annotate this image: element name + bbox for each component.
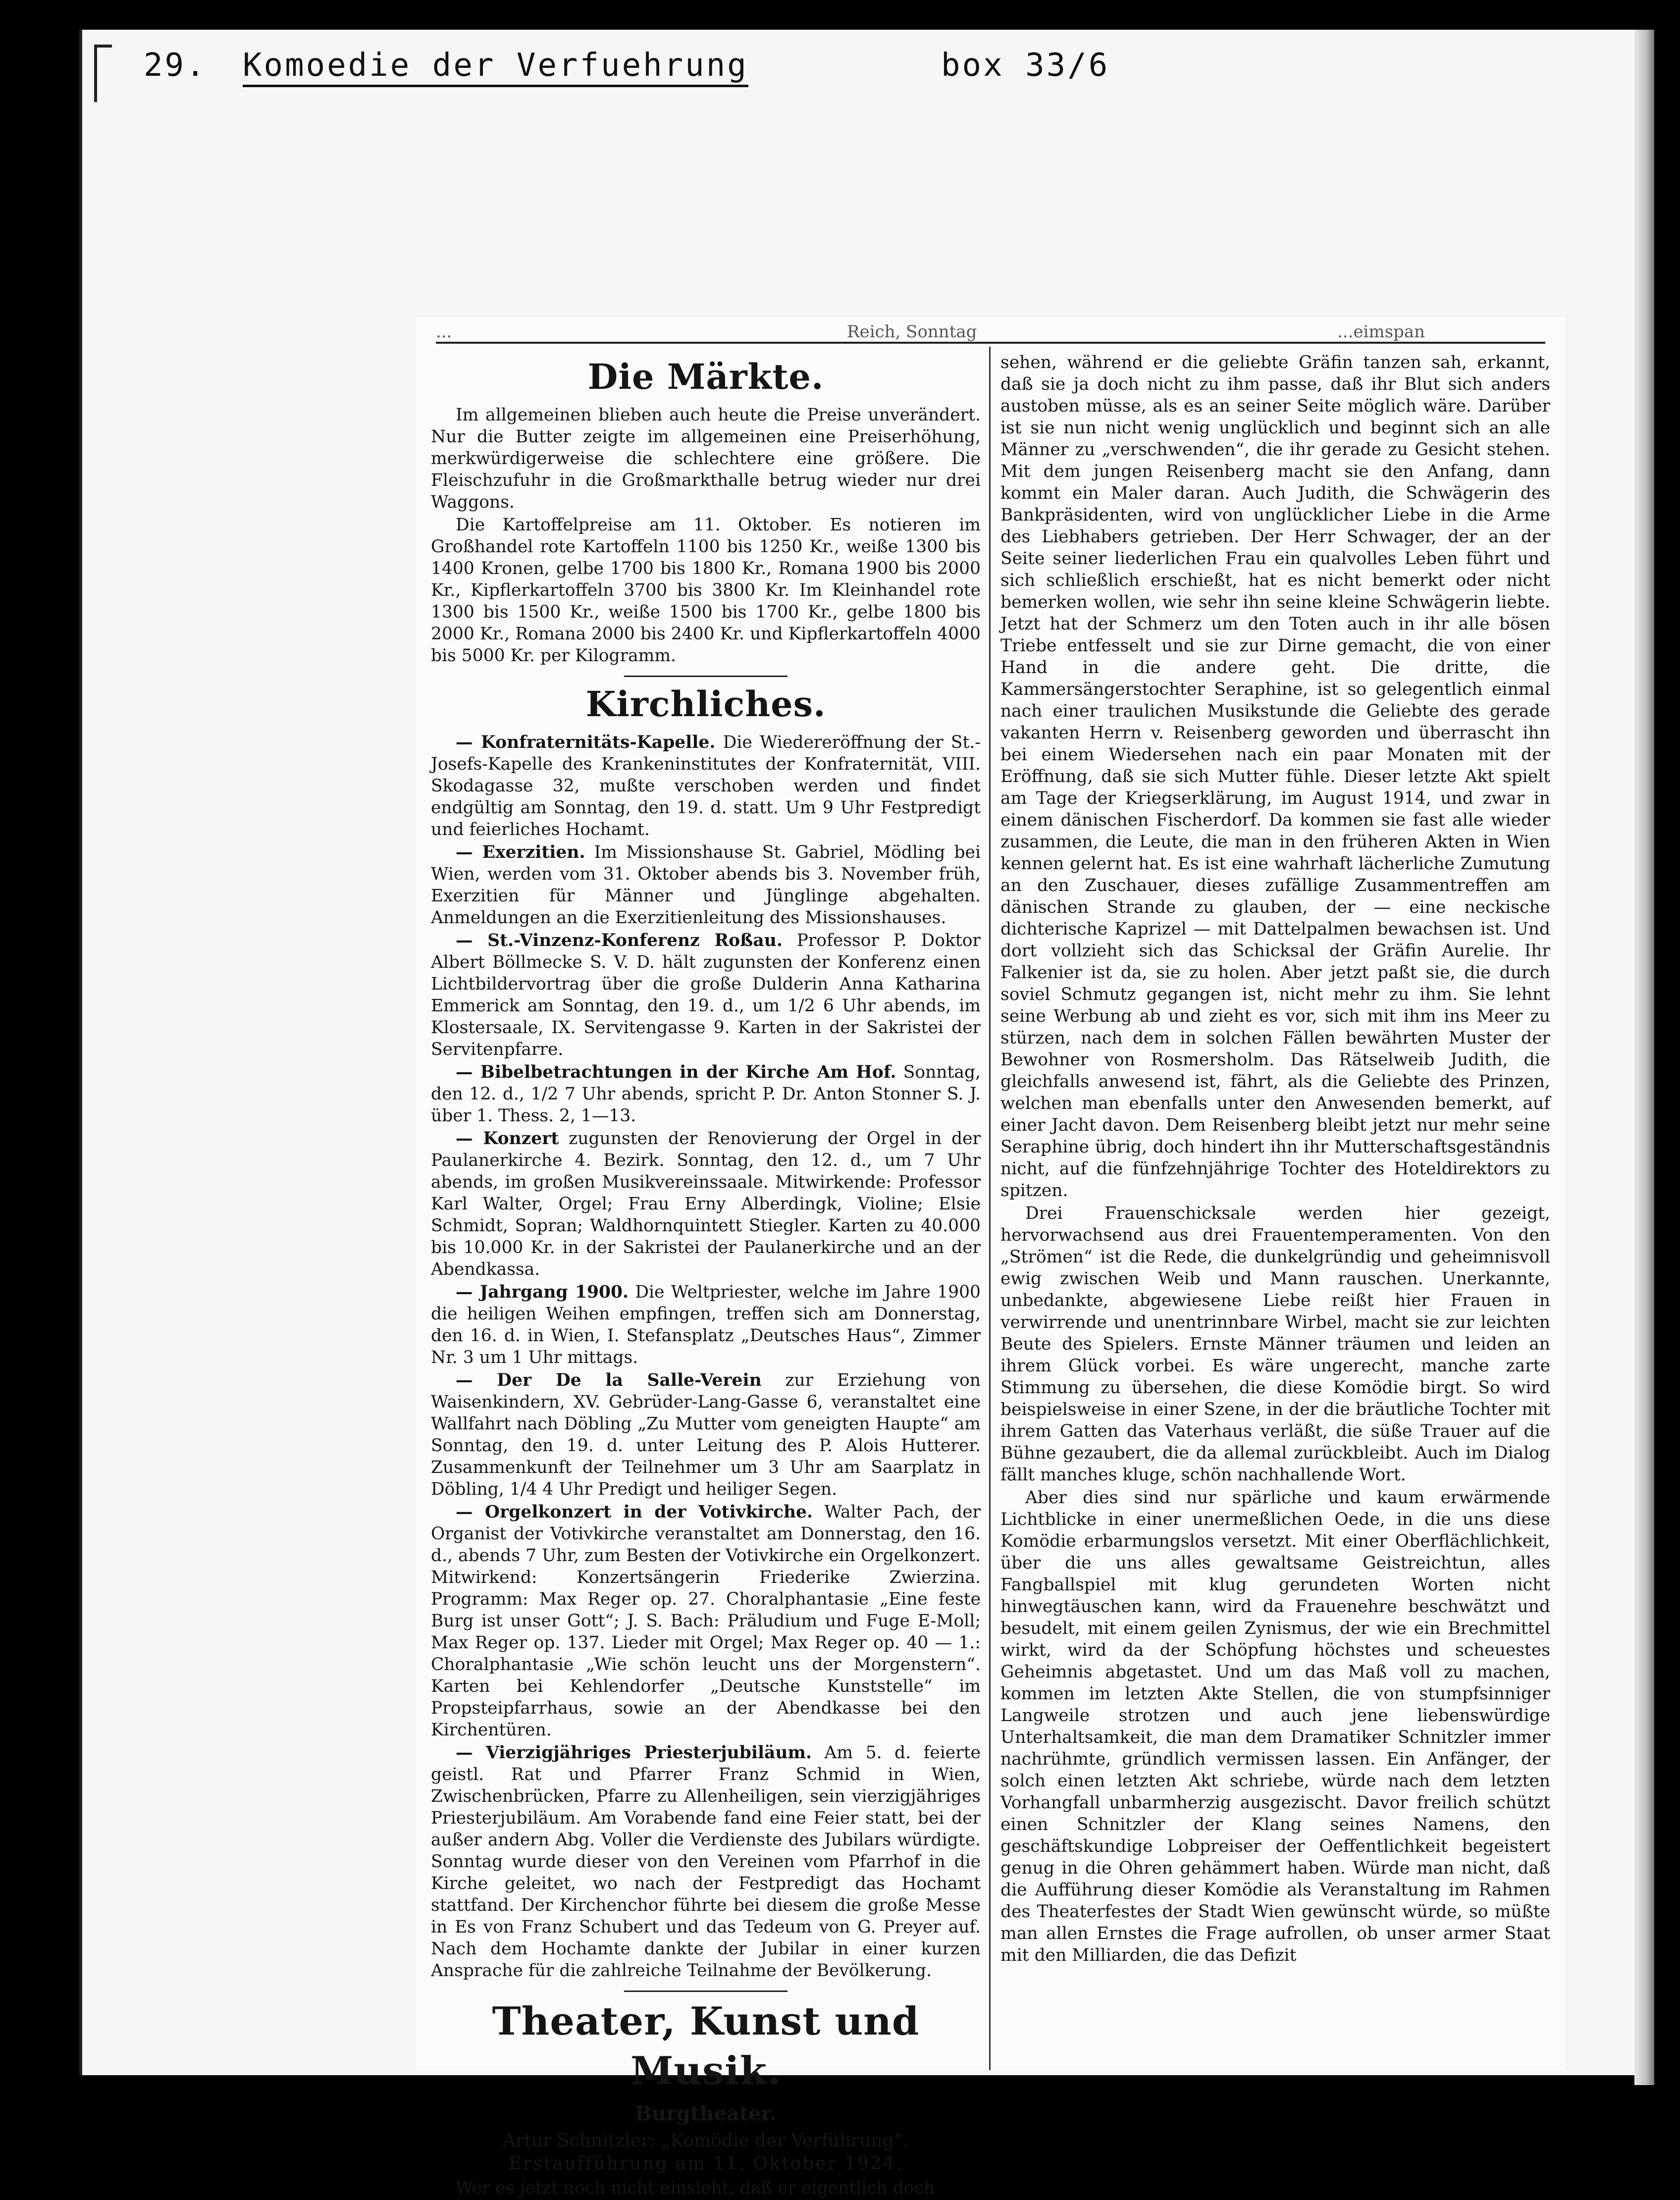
review-paragraph: sehen, während er die geliebte Gräfin tanzen sah, erkannt, daß sie ja doch nicht zu ihm passe, daß ihr Blut sich anders austoben müsse, als es an seiner Seite möglich wäre. Darüber ist sie nun nicht wenig unglücklich und beginnt sich an alle Männer zu „verschwenden“, die ihr gerade zu Gesicht stehen. Mit dem jungen Reisenberg macht sie den Anfang, dann kommt ein Maler daran. Auch Judith, die Schwägerin des Bankpräsidenten, wird von unglücklicher Liebe in die Arme des Liebhabers getrieben. Der Herr Schwager, der an der Seite seiner liederlichen Frau ein qualvolles Leben führt und sich schließlich erschießt, hat es nicht bemerkt oder nicht bemerken wollen, wie sehr ihn seine kleine Schwägerin liebte. Jetzt hat der Schmerz um den Toten auch in ihr alle bösen Triebe entfesselt und sie zur Dirne gemacht, die von einer Hand in die andere geht. Die dritte, die Kammersängerstochter Seraphine, ist so gelegentlich einmal nach einer traulichen Musikstunde die Geliebte des gerade vakanten Herrn v. Reisenberg geworden und überrascht ihn bei einem Wiedersehen nach ein paar Monaten mit der Eröffnung, daß sie sich Mutter fühle. Dieser letzte Akt spielt am Tage der Kriegserklärung, im August 1914, und zwar in einem dänischen Fischerdorf. Da kommen sie fast alle wieder zusammen, die Leute, die man in den früheren Akten in Wien kennen gelernt hat. Es ist eine wahrhaft lächerliche Zumutung an den Zuschauer, dieses zufällige Zusammentreffen am dänischen Strande zu glauben, der — eine neckische dichterische Kaprizel — mit Dattelpalmen bewachsen ist. Und dort vollzieht sich das Schicksal der Gräfin Aurelie. Ihr Falkenier ist da, sie zu holen. Aber jetzt paßt sie, die durch soviel Schmutz gegangen ist, nicht mehr zu ihm. Sie lehnt seine Werbung ab und zieht es vor, sich mit ihm ins Meer zu stürzen, nach dem in solchen Fällen bewährten Muster der Bewohner von Rosmersholm. Das Rätselweib Judith, die gleichfalls anwesend ist, fährt, als die Geliebte des Prinzen, welchen man ebenfalls unter den Anwesenden bemerkt, auf einer Jacht davon. Dem Reisenberg bleibt jetzt nur mehr seine Seraphine übrig, doch hindert ihn ihr Mutterschaftsgeständnis nicht, auf die fünfzehnjährige Tochter des Hoteldirektors zu spitzen. — [1000, 353, 1550, 1201]
church-item-title: — Konzert — [456, 1129, 559, 1149]
church-items — [431, 732, 981, 1982]
review-premiere: Erstaufführung am 11. Oktober 1924. — [508, 2153, 903, 2174]
church-item-title: — Exerzitien. — [456, 842, 585, 862]
church-item-text: zugunsten der Renovierung der Orgel in der Paulanerkirche 4. Bezirk. Sonntag, den 12. d., um 7 Uhr abends, im großen Musikvereinssaale. Mitwirkende: Professor Karl Walter, Orgel; Frau Erny Alberdingk, Violine; Elsie Schmidt, Sopran; Waldhornquintett Stiegler. Karten zu 40.000 bis 10.000 Kr. in der Sakristei der Paulanerkirche und an der Abendkassa. — [431, 1129, 981, 1279]
column-divider — [989, 347, 991, 2070]
right-column — [1000, 352, 1550, 1967]
newspaper-masthead — [436, 322, 1545, 344]
masthead-center: Reich, Sonntag — [847, 322, 977, 342]
church-item — [431, 1742, 981, 1982]
church-item — [431, 732, 981, 840]
newspaper-clipping — [416, 317, 1565, 2198]
theater-subheading: Burgtheater. — [634, 2102, 777, 2125]
masthead-left: ... — [436, 322, 452, 342]
markets-paragraph: Die Kartoffelpreise am 11. Oktober. Es notieren im Großhandel rote Kartoffeln 1100 bis 1250 Kr., weiße 1300 bis 1400 Kronen, gelbe 1700 bis 1800 Kr., Romana 1900 bis 2000 Kr., Kipflerkartoffeln 3700 bis 3800 Kr. Im Kleinhandel rote 1300 bis 1500 Kr., weiße 1500 bis 1700 Kr., gelbe 1800 bis 2000 Kr., Romana 2000 bis 2400 Kr. und Kipflerkartoffeln 4000 bis 5000 Kr. per Kilogramm. — [431, 515, 981, 666]
section-rule — [624, 1990, 788, 1992]
church-item — [431, 1501, 981, 1741]
masthead-right: ...eimspan — [1337, 322, 1425, 342]
church-item-title: — Bibelbetrachtungen in der Kirche Am Hof. — [456, 1062, 896, 1082]
review-paragraph: Aber dies sind nur spärliche und kaum erwärmende Lichtblicke in einer unermeßlichen Oede, in die uns diese Komödie erbarmungslos versetzt. Mit einer Oberflächlichkeit, über die uns alles gewaltsame Geistreichtun, alles Fangballspiel mit klug gerundeten Worten nicht hinwegtäuschen kann, wird da Frauenehre beschwätzt und besudelt, mit einem geilen Zynismus, der wie ein Brechmittel wirkt, wird da der Schöpfung höchstes und scheuestes Geheimnis abgetastet. Und um das Maß voll zu machen, kommen im letzten Akte Stellen, die von stumpfsinniger Langweile strotzen und auch jene liebenswürdige Unterhaltsamkeit, die man dem Dramatiker Schnitzler immer nachrühmte, gründlich vermissen lassen. Ein Anfänger, der solch einen letzten Akt schriebe, würde nach dem letzten Vorhangfall unbarmherzig ausgezischt. Davor freilich schützt einen Schnitzler der Klang seines Namens, den geschäftskundige Lobpreiser der Oeffentlichkeit begeistert genug in die Ohren gehämmert haben. Würde man nicht, daß die Aufführung dieser Komödie als Veranstaltung im Rahmen des Theaterfestes der Stadt Wien gewünscht würde, so müßte man allen Ernstes die Frage aufrollen, ob unser armer Staat mit den Milliarden, die das Defizit — [1000, 1488, 1550, 1965]
church-item-title: — Der De la Salle-Verein — [456, 1370, 762, 1390]
church-item-text: Im Missionshause St. Gabriel, Mödling bei Wien, werden vom 31. Oktober abends bis 3. November früh, Exerzitien für Männer und Jünglinge abgehalten. Anmeldungen an die Exerzitienleitung des Missionshauses. — [431, 842, 981, 928]
church-item-title: — Orgelkonzert in der Votivkirche. — [456, 1502, 813, 1522]
review-paragraph: Drei Frauenschicksale werden hier gezeigt, hervorwachsend aus drei Frauentemperamenten. Von den „Strömen“ ist die Rede, die dunkelgründig und geheimnisvoll ewig zwischen Weib und Mann rauschen. Unerkannte, unbedankte, abgewiesene Liebe reißt hier Frauen in verwirrende und unentrinnbare Wirbel, macht sie zur leichten Beute des Spielers. Ernste Männer träumen und leiden an ihrem Glück vorbei. Es wäre ungerecht, manche zarte Stimmung zu übersehen, die diese Komödie birgt. So wird beispielsweise in einer Szene, in der die bräutliche Tochter mit ihrem Gatten das Vaterhaus verläßt, die süße Trauer auf die Bühne gezaubert, die da allemal zurückbleibt. Auch im Dialog fällt manches kluge, schön nachhallende Wort. — [1000, 1204, 1550, 1485]
markets-heading: Die Märkte. — [587, 356, 824, 397]
church-item — [431, 841, 981, 929]
header-bracket — [94, 45, 112, 102]
archive-title: Komoedie der Verfuehrung — [243, 47, 748, 87]
church-item-title: — Konfraternitäts-Kapelle. — [456, 733, 716, 752]
archive-box: box 33/6 — [941, 47, 1110, 84]
review-start: Wer es jetzt noch nicht einsieht, daß er eigentlich doch — [456, 2178, 935, 2198]
church-item — [431, 1369, 981, 1500]
section-rule — [624, 676, 788, 677]
church-item-text: Sonntag, den 12. d., 1/2 7 Uhr abends, spricht P. Dr. Anton Stonner S. J. über 1. Thess. 2, 1—13. — [431, 1062, 981, 1126]
church-item-text: zur Erziehung von Waisenkindern, XV. Gebrüder-Lang-Gasse 6, veranstaltet eine Wallfahrt nach Döbling „Zu Mutter vom geneigten Haupte“ am Sonntag, den 19. d. unter Leitung des P. Alois Hutterer. Zusammenkunft der Teilnehmer um 3 Uhr am Saarplatz in Döbling, 1/4 4 Uhr Predigt und heiliger Segen. — [431, 1370, 981, 1499]
church-item-text: Die Weltpriester, welche im Jahre 1900 die heiligen Weihen empfingen, treffen sich am Donnerstag, den 16. d. in Wien, I. Stefansplatz „Deutsches Haus“, Zimmer Nr. 3 um 1 Uhr mittags. — [431, 1282, 981, 1367]
church-item-text: Professor P. Doktor Albert Böllmecke S. V. D. hält zugunsten der Konferenz einen Lichtbildervortrag über die große Dulderin Anna Katharina Emmerick am Sonntag, den 19. d., um 1/2 6 Uhr abends, im Klostersaale, IX. Servitengasse 9. Karten in der Sakristei der Servitenpfarre. — [431, 931, 981, 1059]
church-item-text: Walter Pach, der Organist der Votivkirche veranstaltet am Donnerstag, den 16. d., abends 7 Uhr, zum Besten der Votivkirche ein Orgelkonzert. Mitwirkend: Konzertsängerin Friederike Zwierzina. Programm: Max Reger op. 27. Choralphantasie „Eine feste Burg ist unser Gott“; J. S. Bach: Präludium und Fuge E-Moll; Max Reger op. 137. Lieder mit Orgel; Max Reger op. 40 — 1.: Choralphantasie „Wie schön leucht uns der Morgenstern“. Karten bei Kehlendorfer „Deutsche Kunststelle“ im Propsteipfarrhaus, sowie an der Abendkasse bei den Kirchentüren. — [431, 1502, 981, 1740]
church-item — [431, 930, 981, 1060]
markets-paragraph: Im allgemeinen blieben auch heute die Preise unverändert. Nur die Butter zeigte im allgemeinen eine Preiserhöhung, merkwürdigerweise die schlechtere eine größere. Die Fleischzufuhr in die Großmarkthalle betrug wieder nur drei Waggons. — [431, 405, 981, 512]
review-byline: Artur Schnitzler: „Komödie der Verführung“. — [503, 2131, 909, 2151]
church-item-title: — St.-Vinzenz-Konferenz Roßau. — [456, 931, 783, 950]
church-heading: Kirchliches. — [585, 683, 826, 725]
church-item — [431, 1061, 981, 1127]
church-item — [431, 1281, 981, 1368]
church-item-text: Am 5. d. feierte geistl. Rat und Pfarrer Franz Schmid in Wien, Zwischenbrücken, Pfarre zu Allenheiligen, sein vierzigjähriges Priesterjubiläum. Am Vorabende fand eine Feier statt, bei der außer andern Abg. Voller die Verdienste des Jubilars würdigte. Sonntag wurde dieser von den Vereinen vom Pfarrhof in die Kirche geleitet, wo nach der Festpredigt das Hochamt stattfand. Der Kirchenchor führte bei diesem die große Messe in Es von Franz Schubert und das Tedeum von G. Preyer auf. Nach dem Hochamte dankte der Jubilar in einer kurzen Ansprache für die zahlreiche Teilnahme der Bevölkerung. — [431, 1743, 981, 1981]
church-item-title: — Jahrgang 1900. — [456, 1282, 629, 1302]
scan-edge — [1634, 30, 1654, 2085]
left-column — [431, 352, 981, 2200]
archive-number: 29. — [144, 47, 207, 84]
theater-heading: Theater, Kunst und Musik. — [492, 1999, 920, 2094]
church-item-title: — Vierzigjähriges Priesterjubiläum. — [456, 1743, 812, 1763]
church-item-text: Die Wiedereröffnung der St.-Josefs-Kapelle des Krankeninstitutes der Konfraternität, VIII. Skodagasse 32, mußte verschoben werden und findet endgültig am Sonntag, den 19. d. statt. Um 9 Uhr Festpredigt und feierliches Hochamt. — [431, 733, 981, 839]
church-item — [431, 1128, 981, 1280]
